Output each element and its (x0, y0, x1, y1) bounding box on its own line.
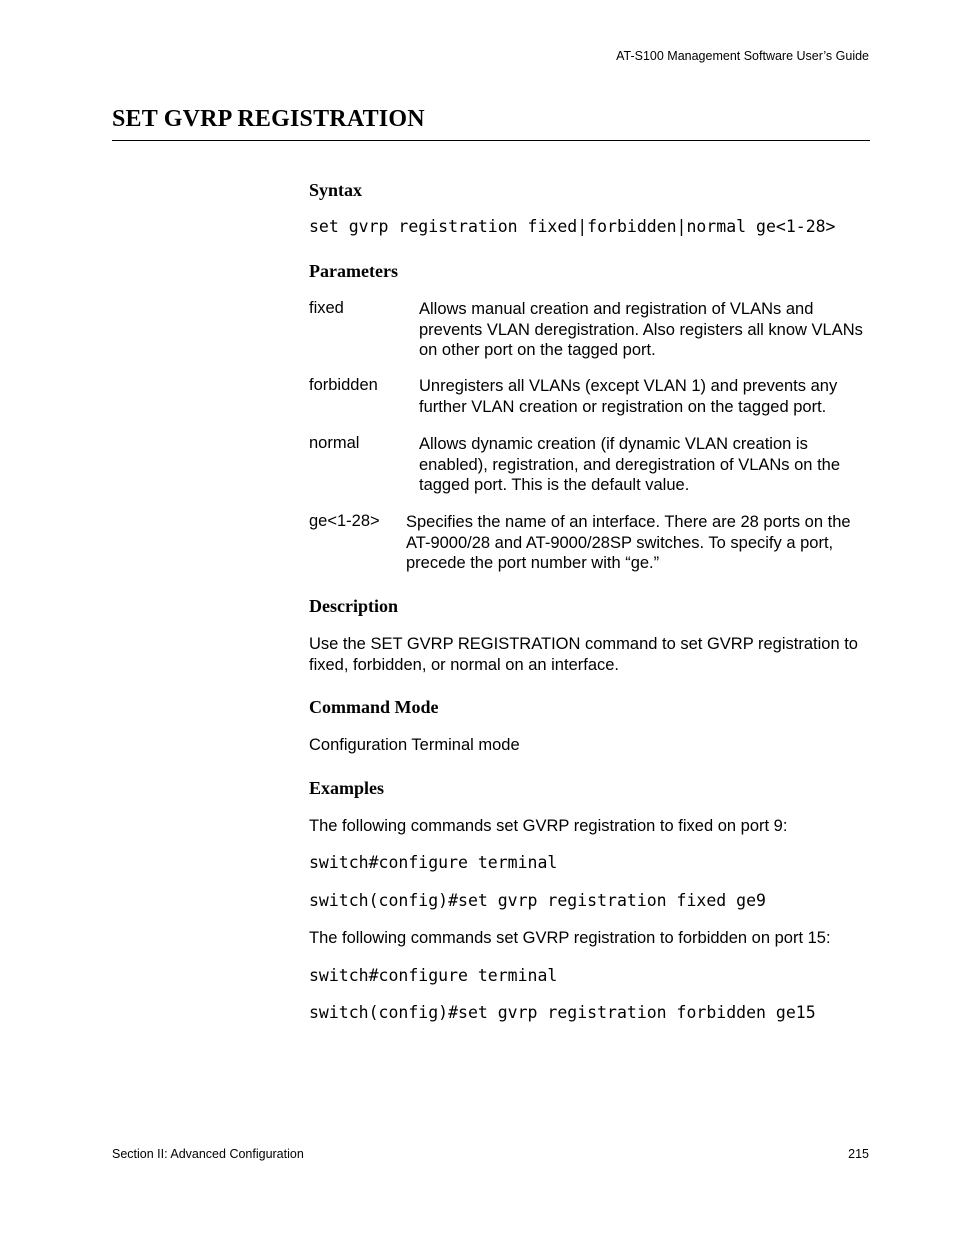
description-heading: Description (309, 596, 398, 616)
footer-section-label: Section II: Advanced Configuration (112, 1147, 304, 1161)
example-2-command-1: switch#configure terminal (309, 966, 558, 985)
example-1-command-2: switch(config)#set gvrp registration fixed ge9 (309, 891, 766, 910)
running-header: AT-S100 Management Software User’s Guide (616, 49, 869, 63)
param-name-interface: ge<1-28> (309, 512, 380, 530)
example-1-intro: The following commands set GVRP registration to fixed on port 9: (309, 817, 788, 835)
command-mode-heading: Command Mode (309, 697, 439, 717)
param-name-normal: normal (309, 434, 360, 452)
param-name-forbidden: forbidden (309, 376, 378, 394)
description-text: Use the SET GVRP REGISTRATION command to set GVRP registration to fixed, forbidden, or normal on an interface. (309, 635, 858, 674)
syntax-command: set gvrp registration fixed|forbidden|normal ge<1-28> (309, 217, 836, 236)
parameters-heading: Parameters (309, 261, 398, 281)
example-2-intro: The following commands set GVRP registration to forbidden on port 15: (309, 929, 831, 947)
page-title: SET GVRP REGISTRATION (112, 106, 425, 132)
example-1-command-1: switch#configure terminal (309, 853, 558, 872)
command-mode-text: Configuration Terminal mode (309, 736, 520, 754)
examples-heading: Examples (309, 778, 385, 798)
example-2-command-2: switch(config)#set gvrp registration forbidden ge15 (309, 1003, 816, 1022)
param-desc-forbidden: Unregisters all VLANs (except VLAN 1) and prevents any further VLAN creation or registration on the tagged port. (419, 377, 838, 416)
param-desc-normal: Allows dynamic creation (if dynamic VLAN creation is enabled), registration, and deregistration of VLANs on the tagged port. This is the default value. (419, 435, 841, 494)
param-name-fixed: fixed (309, 299, 344, 317)
syntax-heading: Syntax (309, 180, 363, 200)
page-number: 215 (848, 1147, 869, 1161)
title-divider (112, 140, 870, 141)
param-desc-fixed: Allows manual creation and registration of VLANs and prevents VLAN deregistration. Also registers all know VLANs on other port on the tagged port. (419, 300, 863, 359)
param-desc-interface: Specifies the name of an interface. There are 28 ports on the AT-9000/28 and AT-9000/28SP switches. To specify a port, precede the port number with “ge.” (406, 513, 851, 572)
